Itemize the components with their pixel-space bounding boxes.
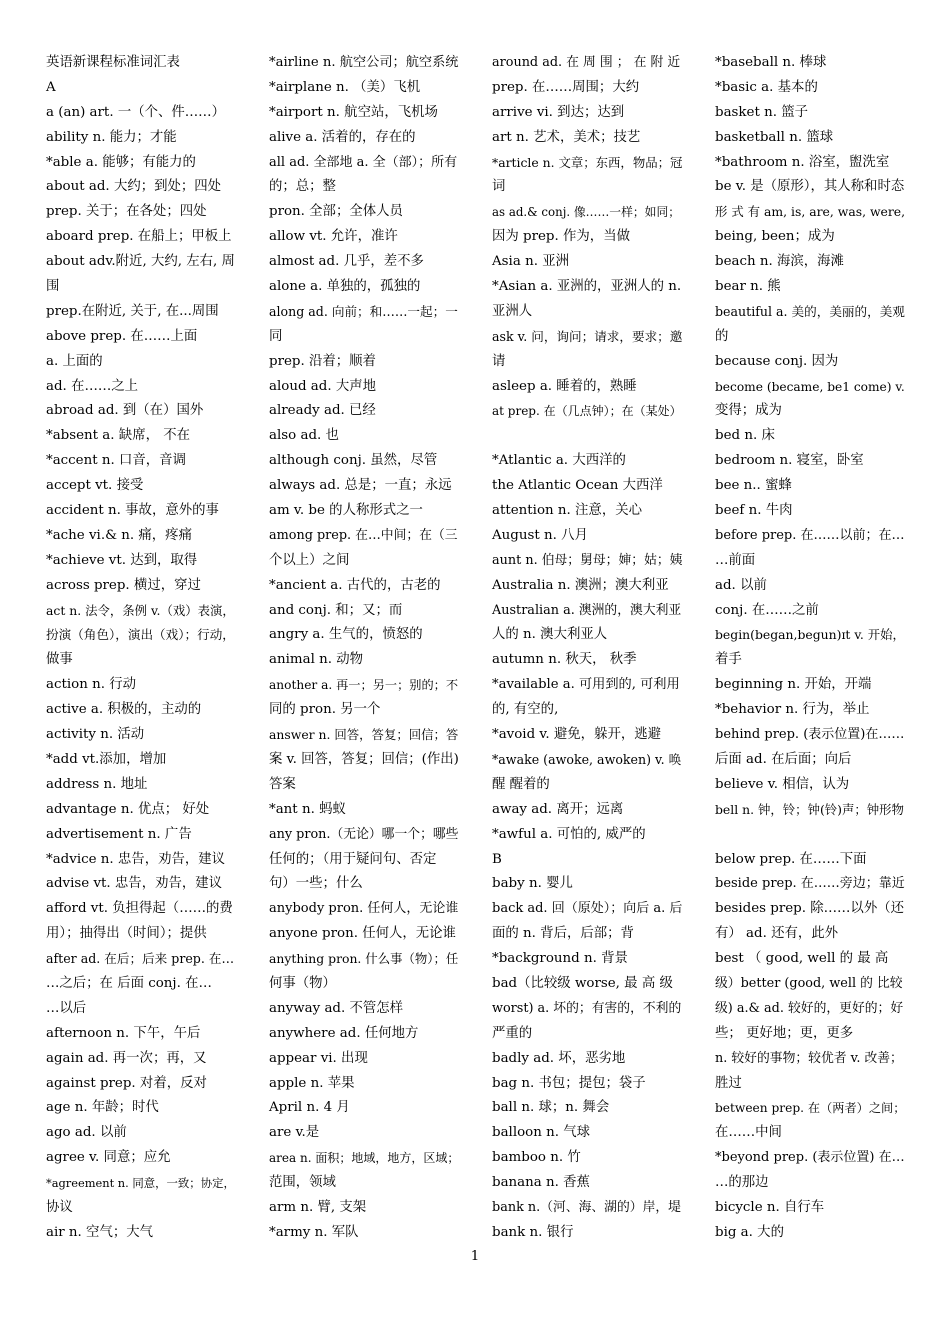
vocab-line: 句）一些；什么: [269, 876, 363, 892]
vocab-line: am v. be 的人称形式之一: [269, 503, 423, 519]
vocab-line: alone a. 单独的，孤独的: [269, 279, 421, 295]
vocab-line: above prep. 在……上面: [46, 328, 198, 344]
vocab-line: *bathroom n. 浴室，盥洗室: [715, 154, 890, 170]
vocab-line: *beyond prep. (表示位置) 在…: [715, 1150, 905, 1166]
vocab-line: *basic a. 基本的: [715, 79, 818, 95]
vocab-line: advise vt. 忠告，劝告，建议: [46, 876, 223, 892]
vocab-line: bed n. 床: [715, 428, 775, 444]
vocab-line: between prep. 在（两者）之间；: [715, 1101, 906, 1116]
vocab-line: 着手: [715, 652, 742, 668]
vocab-line: April n. 4 月: [269, 1100, 350, 1116]
vocab-line: beautiful a. 美的，美丽的，美观: [715, 303, 905, 319]
vocab-line: *airline n. 航空公司；航空系统: [269, 55, 459, 70]
vocab-line: *behavior n. 行为，举止: [715, 702, 870, 718]
vocab-line: 范围，领域: [269, 1175, 336, 1191]
vocab-line: area n. 面积；地域，地方，区域；: [269, 1151, 460, 1166]
vocab-line: 用）；抽得出（时间）；提供: [46, 926, 207, 942]
vocab-line: age n. 年龄；时代: [46, 1100, 159, 1116]
vocab-line: *background n. 背景: [492, 951, 628, 967]
vocab-line: agree v. 同意；应允: [46, 1150, 171, 1166]
vocab-line: ad. 在……之上: [46, 378, 139, 394]
vocab-line: angry a. 生气的，愤怒的: [269, 627, 423, 643]
vocab-line: *absent a. 缺席， 不在: [46, 428, 191, 444]
vocab-line: be v. 是（原形），其人称和时态: [715, 179, 905, 195]
vocab-line: big a. 大的: [715, 1224, 784, 1240]
vocab-line: as ad.& conj. 像……一样；如同；: [492, 205, 681, 220]
vocab-line: conj. 在……之前: [715, 602, 819, 618]
vocab-line: prep. 在……周围；大约: [492, 79, 640, 95]
vocab-line: Australia n. 澳洲；澳大利亚: [492, 577, 669, 593]
vocab-line: balloon n. 气球: [492, 1125, 591, 1141]
vocab-line: *achieve vt. 达到，取得: [46, 552, 198, 568]
vocab-line: 词: [492, 179, 506, 195]
vocab-line: prep.在附近, 关于, 在...周围: [46, 303, 219, 319]
column-1: [46, 51, 234, 1246]
vocab-line: 有） ad. 还有，此外: [715, 926, 839, 942]
vocab-line: at prep. 在（几点钟）；在（某处）: [492, 404, 682, 419]
vocab-line: aboard prep. 在船上；甲板上: [46, 229, 232, 245]
vocab-line: across prep. 横过，穿过: [46, 577, 201, 593]
vocab-line: bank n. 银行: [492, 1224, 574, 1240]
vocab-line: arm n. 臂, 支架: [269, 1199, 367, 1215]
vocab-line: best （ good, well 的 最 高: [715, 951, 889, 967]
vocab-line: 因为 prep. 作为，当做: [492, 229, 630, 245]
vocab-line: baby n. 婴儿: [492, 876, 573, 892]
vocab-line: anyone pron. 任何人，无论谁: [269, 926, 456, 942]
vocab-line: become (became, be1 come) v.: [715, 379, 905, 394]
vocab-line: away ad. 离开；远离: [492, 801, 624, 817]
vocab-line: ad. 以前: [715, 577, 767, 593]
vocab-line: asleep a. 睡着的，熟睡: [492, 378, 637, 394]
vocab-line: any pron.（无论）哪一个；哪些: [269, 826, 459, 842]
vocab-line: bamboo n. 竹: [492, 1150, 581, 1166]
vocab-line: the Atlantic Ocean 大西洋: [492, 478, 663, 494]
vocab-line: anybody pron. 任何人，无论谁: [269, 901, 459, 917]
vocab-line: 的: [715, 328, 729, 344]
vocab-line: appear vi. 出现: [269, 1050, 368, 1066]
vocab-line: art n. 艺术，美术；技艺: [492, 129, 641, 145]
vocab-line: *accent n. 口音，音调: [46, 453, 186, 469]
vocab-line: before prep. 在……以前；在…: [715, 527, 905, 543]
vocab-line: among prep. 在…中间；在（三: [269, 527, 458, 543]
vocab-line: although conj. 虽然，尽管: [269, 453, 438, 469]
vocab-line: 做事: [46, 652, 73, 668]
vocab-line: along ad. 向前；和……一起；一: [269, 303, 458, 319]
vocab-line: are v.是: [269, 1125, 320, 1141]
vocab-line: 级）better (good, well 的 比较: [715, 975, 903, 991]
vocab-line: a. 上面的: [46, 353, 103, 369]
vocab-line: after ad. 在后；后来 prep. 在…: [46, 951, 235, 967]
vocab-line: Asia n. 亚洲: [492, 254, 569, 270]
vocab-line: *awful a. 可怕的, 威严的: [492, 826, 646, 842]
vocab-line: ability n. 能力；才能: [46, 129, 177, 145]
vocab-line: about ad. 大约；到处；四处: [46, 179, 222, 195]
vocab-line: basket n. 篮子: [715, 104, 809, 120]
vocab-line: being, been；成为: [715, 229, 835, 245]
vocab-line: aunt n. 伯母；舅母；婶；姑；姨: [492, 552, 683, 568]
vocab-line: animal n. 动物: [269, 652, 364, 668]
vocab-line: 协议: [46, 1199, 73, 1215]
vocab-line: *awake (awoke, awoken) v. 唤: [492, 751, 682, 767]
vocab-line: act n. 法令，条例 v.（戏）表演，: [46, 602, 235, 618]
vocab-line: badly ad. 坏，恶劣地: [492, 1050, 626, 1066]
vocab-line: 级) a.& ad. 较好的，更好的；好: [715, 1000, 904, 1016]
vocab-line: bee n.. 蜜蜂: [715, 478, 792, 494]
vocab-line: advantage n. 优点； 好处: [46, 801, 210, 817]
vocab-line: address n. 地址: [46, 776, 148, 792]
vocab-line: banana n. 香蕉: [492, 1175, 590, 1191]
vocab-line: 后面 ad. 在后面；向后: [715, 751, 852, 767]
vocab-line: around ad. 在 周 围 ； 在 附 近: [492, 55, 681, 70]
vocab-line: 面的 n. 背后，后部；背: [492, 926, 634, 942]
vocab-line: *agreement n. 同意，一致；协定，: [46, 1176, 235, 1191]
vocab-line: allow vt. 允许，准许: [269, 229, 398, 245]
vocab-line: anyway ad. 不管怎样: [269, 1000, 404, 1016]
vocab-line: alive a. 活着的，存在的: [269, 129, 416, 145]
vocab-line: 的, 有空的,: [492, 702, 559, 718]
vocab-line: …的那边: [715, 1175, 769, 1191]
vocab-line: almost ad. 几乎，差不多: [269, 254, 424, 270]
vocab-line: activity n. 活动: [46, 727, 145, 743]
vocab-line: autumn n. 秋天， 秋季: [492, 652, 637, 668]
vocab-line: 人的 n. 澳大利亚人: [492, 627, 608, 643]
vocab-line: bank n.（河、海、湖的）岸，堤: [492, 1199, 681, 1215]
column-3: [492, 51, 683, 1246]
vocab-line: August n. 八月: [492, 527, 588, 543]
vocab-line: bell n. 钟，铃；钟(铃)声；钟形物: [715, 801, 904, 817]
vocab-line: *ancient a. 古代的，古老的: [269, 577, 441, 593]
vocab-line: abroad ad. 到（在）国外: [46, 403, 204, 419]
vocab-line: 醒 醒着的: [492, 776, 550, 792]
column-4: [715, 51, 906, 1246]
vocab-line: anything pron. 什么事（物）；任: [269, 951, 459, 967]
vocab-line: pron. 全部；全体人员: [269, 204, 403, 220]
vocab-line: answer n. 回答，答复；回信；答: [269, 727, 459, 743]
vocab-line: …以后: [46, 1000, 87, 1016]
vocab-line: 严重的: [492, 1025, 533, 1041]
vocab-line: 何事（物）: [269, 975, 336, 991]
vocab-line: [492, 424, 680, 449]
vocab-line: *advice n. 忠告，劝告，建议: [46, 851, 226, 867]
vocab-line: attention n. 注意，关心: [492, 503, 642, 519]
vocab-line: 同: [269, 328, 283, 344]
vocab-line: *Atlantic a. 大西洋的: [492, 453, 626, 469]
vocab-line: advertisement n. 广告: [46, 826, 192, 842]
vocab-line: 些； 更好地；更，更多: [715, 1025, 854, 1041]
vocab-line: Australian a. 澳洲的，澳大利亚: [492, 602, 682, 618]
vocab-line: beach n. 海滨，海滩: [715, 254, 844, 270]
vocab-line: basketball n. 篮球: [715, 129, 834, 145]
vocab-line: 英语新课程标准词汇表: [46, 55, 180, 70]
vocab-line: always ad. 总是；一直；永远: [269, 478, 452, 494]
vocab-line: A: [46, 79, 56, 95]
vocab-line: beef n. 牛肉: [715, 503, 793, 519]
vocab-line: 答案: [269, 776, 296, 792]
vocab-line: bag n. 书包；提包；袋子: [492, 1075, 646, 1091]
vocab-line: all ad. 全部地 a. 全（部）；所有: [269, 154, 458, 170]
vocab-line: against prep. 对着，反对: [46, 1075, 207, 1091]
vocab-line: another a. 再一；另一；别的；不: [269, 678, 459, 693]
vocab-line: 的；总；整: [269, 179, 336, 195]
vocab-line: active a. 积极的，主动的: [46, 702, 202, 718]
vocab-line: 同的 pron. 另一个: [269, 702, 381, 718]
vocab-line: 个以上）之间: [269, 552, 350, 568]
column-2: [269, 51, 460, 1246]
vocab-line: aloud ad. 大声地: [269, 378, 377, 394]
vocab-line: about adv.附近, 大约, 左右, 周: [46, 254, 235, 270]
vocab-line: *airplane n. （美）飞机: [269, 79, 421, 95]
vocab-line: *article n. 文章；东西，物品；冠: [492, 154, 683, 170]
vocab-line: accept vt. 接受: [46, 478, 144, 494]
vocab-line: …之后；在 后面 conj. 在…: [46, 975, 212, 991]
vocab-line: n. 较好的事物；较优者 v. 改善；: [715, 1050, 903, 1066]
vocab-line: 在……中间: [715, 1125, 782, 1141]
vocab-line: 围: [46, 279, 60, 295]
vocab-line: action n. 行动: [46, 677, 137, 693]
vocab-line: *available a. 可用到的, 可利用: [492, 677, 680, 693]
vocab-line: apple n. 苹果: [269, 1075, 355, 1091]
vocab-line: 亚洲人: [492, 303, 533, 319]
vocab-line: because conj. 因为: [715, 353, 839, 369]
vocab-line: *Asian a. 亚洲的，亚洲人的 n.: [492, 279, 682, 295]
vocab-line: behind prep. (表示位置)在……: [715, 727, 905, 743]
vocab-line: worst) a. 坏的；有害的，不利的: [492, 1000, 682, 1016]
vocab-line: 形 式 有 am, is, are, was, were,: [715, 204, 906, 220]
vocab-line: bicycle n. 自行车: [715, 1199, 825, 1215]
vocab-line: air n. 空气；大气: [46, 1224, 154, 1240]
vocab-line: already ad. 已经: [269, 403, 376, 419]
vocab-line: accident n. 事故，意外的事: [46, 503, 219, 519]
vocab-line: *ant n. 蚂蚁: [269, 801, 346, 817]
vocab-line: anywhere ad. 任何地方: [269, 1025, 419, 1041]
vocab-line: *able a. 能够；有能力的: [46, 154, 196, 170]
vocab-line: beginning n. 开始，开端: [715, 677, 872, 693]
vocab-line: 任何的；（用于疑问句、否定: [269, 851, 437, 867]
vocab-line: again ad. 再一次；再，又: [46, 1050, 207, 1066]
vocab-line: *avoid v. 避免，躲开，逃避: [492, 727, 662, 743]
vocab-line: besides prep. 除……以外（还: [715, 901, 904, 917]
vocab-line: *army n. 军队: [269, 1224, 359, 1240]
vocab-line: a (an) art. 一（个、件……）: [46, 104, 225, 120]
vocab-line: bedroom n. 寝室，卧室: [715, 453, 864, 469]
vocab-line: begin(began,begun)ɪt v. 开始，: [715, 627, 905, 643]
vocab-line: below prep. 在……下面: [715, 851, 867, 867]
vocab-line: [715, 823, 903, 848]
vocab-line: afternoon n. 下午，午后: [46, 1025, 201, 1041]
vocab-line: B: [492, 851, 502, 867]
page-number: 1: [470, 1249, 480, 1264]
vocab-line: believe v. 相信，认为: [715, 776, 850, 792]
vocab-line: *ache vi.& n. 痛，疼痛: [46, 527, 192, 543]
vocab-line: *add vt.添加，增加: [46, 751, 167, 767]
vocab-line: ask v. 问，询问；请求，要求；邀: [492, 328, 683, 344]
vocab-line: *airport n. 航空站，飞机场: [269, 104, 438, 120]
vocab-line: and conj. 和；又；而: [269, 602, 403, 618]
vocab-line: beside prep. 在……旁边；靠近: [715, 876, 905, 892]
vocab-line: prep. 沿着；顺着: [269, 353, 376, 369]
vocab-line: ago ad. 以前: [46, 1125, 127, 1141]
vocab-line: 请: [492, 353, 506, 369]
vocab-line: prep. 关于；在各处；四处: [46, 204, 207, 220]
vocab-line: ball n. 球；n. 舞会: [492, 1100, 610, 1116]
vocab-line: also ad. 也: [269, 428, 339, 444]
vocab-line: 扮演（角色），演出（戏）；行动，: [46, 627, 235, 643]
vocab-line: arrive vi. 到达；达到: [492, 104, 625, 120]
vocab-line: 胜过: [715, 1075, 742, 1091]
vocab-line: …前面: [715, 552, 756, 568]
vocab-line: 变得；成为: [715, 403, 782, 419]
vocab-line: 案 v. 回答，答复；回信；(作出): [269, 751, 459, 767]
vocab-line: bear n. 熊: [715, 279, 781, 295]
vocab-line: bad（比较级 worse, 最 高 级: [492, 975, 673, 991]
vocab-line: back ad. 回（原处）；向后 a. 后: [492, 901, 683, 917]
vocab-line: afford vt. 负担得起（……的费: [46, 901, 233, 917]
vocab-line: *baseball n. 棒球: [715, 55, 827, 70]
